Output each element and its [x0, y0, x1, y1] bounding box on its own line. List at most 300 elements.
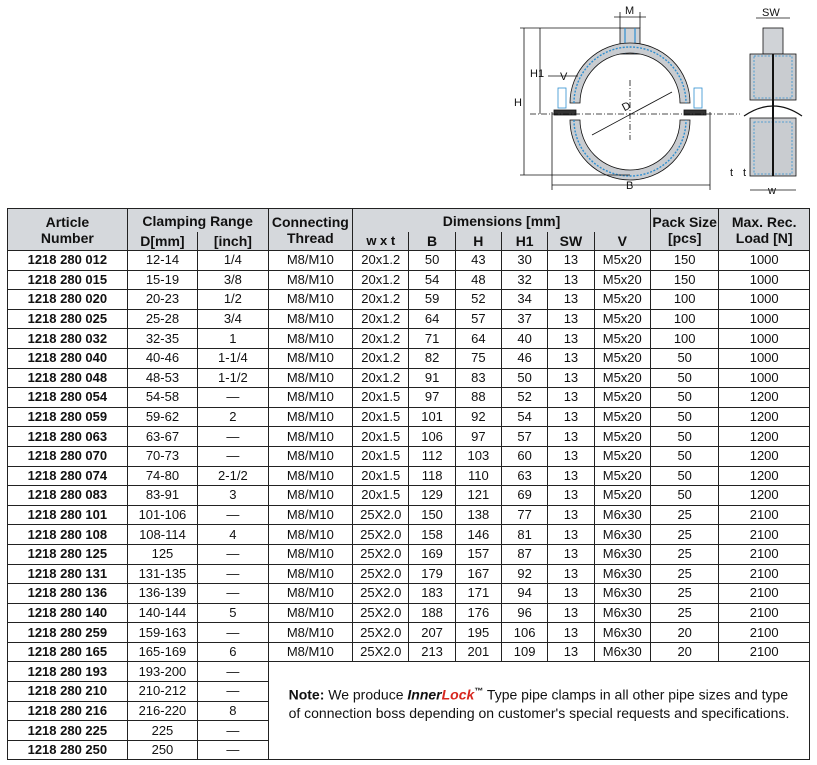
- header-load-line2: Load [N]: [735, 229, 793, 246]
- side-view: [744, 18, 802, 190]
- cell-pack-size: 150: [650, 270, 718, 290]
- cell-dim-H: 138: [455, 505, 501, 525]
- cell-dim-SW: 13: [548, 505, 594, 525]
- cell-connecting-thread: M8/M10: [268, 564, 353, 584]
- cell-w-x-t: 25X2.0: [353, 603, 409, 623]
- cell-max-load: 2100: [719, 564, 810, 584]
- cell-dim-H: 64: [455, 329, 501, 349]
- cell-dim-B: 50: [409, 251, 455, 271]
- cell-dim-SW: 13: [548, 603, 594, 623]
- cell-clamping-mm: 15-19: [127, 270, 197, 290]
- table-row: [8, 662, 810, 682]
- table-row: [8, 642, 810, 662]
- cell-clamping-inch: —: [198, 682, 268, 702]
- label-M: M: [625, 5, 635, 17]
- cell-connecting-thread: M8/M10: [268, 505, 353, 525]
- label-H: H: [514, 97, 522, 109]
- cell-w-x-t: 20x1.2: [353, 309, 409, 329]
- cell-clamping-inch: —: [198, 505, 268, 525]
- cell-max-load: 2100: [719, 544, 810, 564]
- cell-dim-H: 97: [455, 427, 501, 447]
- table-row: [8, 290, 810, 310]
- cell-dim-B: 169: [409, 544, 455, 564]
- cell-dim-H: 92: [455, 407, 501, 427]
- cell-dim-B: 91: [409, 368, 455, 388]
- cell-dim-H1: 57: [502, 427, 548, 447]
- note-text-before: We produce: [324, 687, 408, 704]
- cell-connecting-thread: M8/M10: [268, 603, 353, 623]
- label-SW: SW: [762, 7, 780, 19]
- table-row: [8, 388, 810, 408]
- cell-dim-H1: 30: [502, 251, 548, 271]
- cell-article-number: 1218 280 136: [8, 584, 128, 604]
- cell-dim-V: M5x20: [594, 290, 650, 310]
- cell-w-x-t: 20x1.2: [353, 329, 409, 349]
- cell-article-number: 1218 280 070: [8, 446, 128, 466]
- header-V: V: [594, 232, 650, 251]
- cell-clamping-mm: 140-144: [127, 603, 197, 623]
- cell-w-x-t: 20x1.2: [353, 290, 409, 310]
- cell-dim-SW: 13: [548, 466, 594, 486]
- cell-pack-size: 50: [650, 407, 718, 427]
- cell-w-x-t: 20x1.2: [353, 251, 409, 271]
- cell-article-number: 1218 280 015: [8, 270, 128, 290]
- cell-max-load: 2100: [719, 603, 810, 623]
- cell-dim-B: 82: [409, 348, 455, 368]
- cell-max-load: 1200: [719, 486, 810, 506]
- cell-dim-H1: 109: [502, 642, 548, 662]
- cell-max-load: 1000: [719, 309, 810, 329]
- table-row: [8, 309, 810, 329]
- cell-dim-V: M5x20: [594, 368, 650, 388]
- header-SW: SW: [548, 232, 594, 251]
- cell-dim-B: 150: [409, 505, 455, 525]
- cell-dim-H: 121: [455, 486, 501, 506]
- cell-dim-H1: 96: [502, 603, 548, 623]
- cell-w-x-t: 20x1.5: [353, 407, 409, 427]
- cell-pack-size: 25: [650, 505, 718, 525]
- brand-lock: Lock: [441, 687, 475, 704]
- header-article-line2: Number: [40, 229, 94, 246]
- table-row: [8, 407, 810, 427]
- innerlock-brand: [407, 687, 474, 703]
- cell-pack-size: 100: [650, 329, 718, 349]
- cell-clamping-mm: 70-73: [127, 446, 197, 466]
- cell-pack-size: 20: [650, 623, 718, 643]
- header-d-mm: D[mm]: [127, 232, 197, 251]
- cell-article-number: 1218 280 040: [8, 348, 128, 368]
- cell-dim-H1: 52: [502, 388, 548, 408]
- cell-dim-V: M5x20: [594, 309, 650, 329]
- cell-clamping-inch: —: [198, 544, 268, 564]
- cell-w-x-t: 20x1.5: [353, 427, 409, 447]
- cell-connecting-thread: M8/M10: [268, 348, 353, 368]
- header-thread-line2: Thread: [286, 229, 334, 246]
- cell-connecting-thread: M8/M10: [268, 525, 353, 545]
- cell-clamping-mm: 74-80: [127, 466, 197, 486]
- cell-dim-V: M5x20: [594, 486, 650, 506]
- cell-pack-size: 50: [650, 368, 718, 388]
- table-row: [8, 368, 810, 388]
- cell-article-number: 1218 280 048: [8, 368, 128, 388]
- cell-max-load: 2100: [719, 584, 810, 604]
- cell-connecting-thread: M8/M10: [268, 427, 353, 447]
- cell-dim-B: 183: [409, 584, 455, 604]
- cell-pack-size: 25: [650, 603, 718, 623]
- cell-clamping-inch: 5: [198, 603, 268, 623]
- cell-dim-B: 54: [409, 270, 455, 290]
- cell-w-x-t: 25X2.0: [353, 642, 409, 662]
- label-V: V: [560, 71, 568, 83]
- table-row: [8, 466, 810, 486]
- cell-clamping-inch: 1: [198, 329, 268, 349]
- cell-dim-H: 43: [455, 251, 501, 271]
- header-pack-size: [650, 209, 718, 251]
- cell-dim-SW: 13: [548, 584, 594, 604]
- header-wxt: w x t: [353, 232, 409, 251]
- cell-max-load: 1000: [719, 251, 810, 271]
- cell-max-load: 1200: [719, 427, 810, 447]
- cell-dim-B: 59: [409, 290, 455, 310]
- cell-article-number: 1218 280 083: [8, 486, 128, 506]
- header-H1: H1: [502, 232, 548, 251]
- cell-connecting-thread: M8/M10: [268, 466, 353, 486]
- cell-pack-size: 25: [650, 584, 718, 604]
- cell-dim-B: 97: [409, 388, 455, 408]
- cell-article-number: 1218 280 216: [8, 701, 128, 721]
- cell-max-load: 2100: [719, 623, 810, 643]
- cell-w-x-t: 20x1.2: [353, 348, 409, 368]
- cell-dim-B: 188: [409, 603, 455, 623]
- cell-dim-SW: 13: [548, 525, 594, 545]
- cell-dim-H1: 69: [502, 486, 548, 506]
- cell-clamping-inch: —: [198, 623, 268, 643]
- cell-max-load: 1000: [719, 329, 810, 349]
- cell-article-number: 1218 280 012: [8, 251, 128, 271]
- table-body: [8, 251, 810, 760]
- cell-clamping-mm: 83-91: [127, 486, 197, 506]
- header-load-line1: Max. Rec.: [731, 213, 797, 230]
- cell-w-x-t: 20x1.5: [353, 388, 409, 408]
- cell-clamping-mm: 210-212: [127, 682, 197, 702]
- cell-dim-V: M6x30: [594, 584, 650, 604]
- table-row: [8, 564, 810, 584]
- cell-dim-H1: 94: [502, 584, 548, 604]
- cell-clamping-inch: —: [198, 564, 268, 584]
- table-row: [8, 427, 810, 447]
- cell-dim-B: 129: [409, 486, 455, 506]
- header-H: H: [455, 232, 501, 251]
- cell-connecting-thread: M8/M10: [268, 407, 353, 427]
- cell-clamping-mm: 165-169: [127, 642, 197, 662]
- cell-pack-size: 50: [650, 348, 718, 368]
- cell-article-number: 1218 280 250: [8, 740, 128, 760]
- label-B: B: [626, 180, 634, 192]
- cell-dim-SW: 13: [548, 368, 594, 388]
- label-t: t: [730, 167, 734, 179]
- cell-w-x-t: 25X2.0: [353, 505, 409, 525]
- cell-w-x-t: 20x1.5: [353, 446, 409, 466]
- cell-clamping-mm: 48-53: [127, 368, 197, 388]
- note-label: Note:: [288, 687, 325, 704]
- table-header: [8, 209, 810, 251]
- header-article-line1: Article: [45, 213, 90, 230]
- cell-clamping-inch: —: [198, 721, 268, 741]
- cell-w-x-t: 25X2.0: [353, 525, 409, 545]
- cell-clamping-inch: 1-1/4: [198, 348, 268, 368]
- cell-clamping-inch: 3/8: [198, 270, 268, 290]
- cell-article-number: 1218 280 032: [8, 329, 128, 349]
- cell-clamping-mm: 108-114: [127, 525, 197, 545]
- cell-dim-H1: 87: [502, 544, 548, 564]
- cell-dim-V: M6x30: [594, 564, 650, 584]
- cell-w-x-t: 25X2.0: [353, 564, 409, 584]
- cell-connecting-thread: M8/M10: [268, 388, 353, 408]
- cell-w-x-t: 20x1.2: [353, 270, 409, 290]
- cell-clamping-inch: 2: [198, 407, 268, 427]
- cell-dim-H: 167: [455, 564, 501, 584]
- cell-dim-H: 57: [455, 309, 501, 329]
- cell-dim-SW: 13: [548, 544, 594, 564]
- cell-connecting-thread: M8/M10: [268, 642, 353, 662]
- cell-dim-H1: 37: [502, 309, 548, 329]
- cell-max-load: 1000: [719, 270, 810, 290]
- cell-dim-H: 195: [455, 623, 501, 643]
- cell-clamping-mm: 250: [127, 740, 197, 760]
- cell-w-x-t: 20x1.2: [353, 368, 409, 388]
- cell-clamping-inch: 3: [198, 486, 268, 506]
- table-row: [8, 251, 810, 271]
- cell-article-number: 1218 280 063: [8, 427, 128, 447]
- cell-dim-H1: 63: [502, 466, 548, 486]
- cell-dim-H1: 81: [502, 525, 548, 545]
- cell-clamping-inch: —: [198, 740, 268, 760]
- cell-clamping-mm: 12-14: [127, 251, 197, 271]
- cell-dim-B: 213: [409, 642, 455, 662]
- cell-dim-H1: 54: [502, 407, 548, 427]
- cell-clamping-inch: 8: [198, 701, 268, 721]
- cell-article-number: 1218 280 054: [8, 388, 128, 408]
- pipe-clamp-drawing: [510, 0, 817, 205]
- header-connecting-thread: [268, 209, 353, 251]
- table-row: [8, 623, 810, 643]
- cell-clamping-inch: —: [198, 662, 268, 682]
- cell-article-number: 1218 280 140: [8, 603, 128, 623]
- cell-pack-size: 25: [650, 564, 718, 584]
- cell-dim-V: M5x20: [594, 348, 650, 368]
- cell-connecting-thread: M8/M10: [268, 329, 353, 349]
- cell-max-load: 1200: [719, 388, 810, 408]
- cell-dim-SW: 13: [548, 251, 594, 271]
- table-row: [8, 584, 810, 604]
- cell-pack-size: 50: [650, 388, 718, 408]
- note-text-after: Type pipe clamps in all other pipe sizes and type of connection boss depending on customer's special requests and specifications.: [288, 687, 790, 722]
- cell-article-number: 1218 280 025: [8, 309, 128, 329]
- header-article-number: [8, 209, 128, 251]
- cell-dim-V: M5x20: [594, 466, 650, 486]
- cell-dim-SW: 13: [548, 642, 594, 662]
- cell-max-load: 1200: [719, 407, 810, 427]
- cell-dim-V: M5x20: [594, 251, 650, 271]
- cell-pack-size: 50: [650, 486, 718, 506]
- cell-dim-V: M5x20: [594, 427, 650, 447]
- cell-clamping-inch: —: [198, 584, 268, 604]
- cell-clamping-inch: 3/4: [198, 309, 268, 329]
- cell-dim-H: 146: [455, 525, 501, 545]
- cell-dim-SW: 13: [548, 564, 594, 584]
- cell-connecting-thread: M8/M10: [268, 584, 353, 604]
- cell-w-x-t: 20x1.5: [353, 486, 409, 506]
- cell-article-number: 1218 280 165: [8, 642, 128, 662]
- cell-clamping-mm: 59-62: [127, 407, 197, 427]
- table-row: [8, 270, 810, 290]
- cell-dim-H: 103: [455, 446, 501, 466]
- table-row: [8, 348, 810, 368]
- cell-dim-SW: 13: [548, 329, 594, 349]
- cell-dim-SW: 13: [548, 348, 594, 368]
- cell-dim-V: M5x20: [594, 407, 650, 427]
- cell-dim-H1: 92: [502, 564, 548, 584]
- cell-max-load: 1000: [719, 290, 810, 310]
- cell-dim-SW: 13: [548, 270, 594, 290]
- cell-dim-SW: 13: [548, 486, 594, 506]
- cell-connecting-thread: M8/M10: [268, 309, 353, 329]
- cell-article-number: 1218 280 074: [8, 466, 128, 486]
- label-D: D: [620, 99, 633, 115]
- cell-dim-V: M5x20: [594, 388, 650, 408]
- cell-pack-size: 100: [650, 290, 718, 310]
- cell-w-x-t: 25X2.0: [353, 544, 409, 564]
- cell-max-load: 1000: [719, 368, 810, 388]
- cell-clamping-inch: —: [198, 446, 268, 466]
- table-row: [8, 329, 810, 349]
- cell-dim-H1: 60: [502, 446, 548, 466]
- cell-w-x-t: 25X2.0: [353, 623, 409, 643]
- cell-clamping-mm: 193-200: [127, 662, 197, 682]
- cell-connecting-thread: M8/M10: [268, 290, 353, 310]
- cell-clamping-mm: 159-163: [127, 623, 197, 643]
- cell-pack-size: 25: [650, 544, 718, 564]
- cell-w-x-t: 20x1.5: [353, 466, 409, 486]
- cell-dim-V: M5x20: [594, 446, 650, 466]
- spec-table: [7, 208, 810, 760]
- cell-pack-size: 50: [650, 466, 718, 486]
- cell-article-number: 1218 280 059: [8, 407, 128, 427]
- cell-article-number: 1218 280 131: [8, 564, 128, 584]
- cell-dim-H: 110: [455, 466, 501, 486]
- table-row: [8, 486, 810, 506]
- cell-connecting-thread: M8/M10: [268, 446, 353, 466]
- cell-dim-H: 83: [455, 368, 501, 388]
- cell-dim-H1: 34: [502, 290, 548, 310]
- cell-pack-size: 50: [650, 427, 718, 447]
- cell-dim-V: M5x20: [594, 270, 650, 290]
- cell-max-load: 2100: [719, 642, 810, 662]
- cell-clamping-mm: 101-106: [127, 505, 197, 525]
- cell-dim-B: 64: [409, 309, 455, 329]
- cell-dim-B: 101: [409, 407, 455, 427]
- cell-max-load: 1000: [719, 348, 810, 368]
- cell-clamping-inch: 1/2: [198, 290, 268, 310]
- table-row: [8, 544, 810, 564]
- header-clamping-range: Clamping Range: [127, 209, 268, 233]
- cell-dim-SW: 13: [548, 309, 594, 329]
- cell-dim-SW: 13: [548, 623, 594, 643]
- cell-connecting-thread: M8/M10: [268, 270, 353, 290]
- cell-clamping-mm: 125: [127, 544, 197, 564]
- front-view: [520, 12, 740, 190]
- label-w: w: [768, 185, 776, 197]
- cell-dim-H: 201: [455, 642, 501, 662]
- cell-clamping-mm: 20-23: [127, 290, 197, 310]
- cell-clamping-inch: 1/4: [198, 251, 268, 271]
- cell-clamping-mm: 63-67: [127, 427, 197, 447]
- cell-article-number: 1218 280 225: [8, 721, 128, 741]
- cell-article-number: 1218 280 108: [8, 525, 128, 545]
- header-pack-line1: Pack Size: [652, 213, 717, 230]
- cell-clamping-inch: 4: [198, 525, 268, 545]
- cell-dim-B: 112: [409, 446, 455, 466]
- cell-dim-B: 71: [409, 329, 455, 349]
- header-pack-line2: [pcs]: [667, 229, 702, 246]
- cell-pack-size: 100: [650, 309, 718, 329]
- cell-dim-SW: 13: [548, 427, 594, 447]
- cell-pack-size: 25: [650, 525, 718, 545]
- cell-dim-H1: 106: [502, 623, 548, 643]
- cell-dim-V: M6x30: [594, 525, 650, 545]
- cell-clamping-mm: 131-135: [127, 564, 197, 584]
- cell-dim-SW: 13: [548, 446, 594, 466]
- cell-dim-B: 106: [409, 427, 455, 447]
- cell-pack-size: 150: [650, 251, 718, 271]
- cell-dim-H1: 46: [502, 348, 548, 368]
- cell-clamping-mm: 25-28: [127, 309, 197, 329]
- cell-dim-V: M6x30: [594, 603, 650, 623]
- cell-dim-H: 75: [455, 348, 501, 368]
- cell-pack-size: 50: [650, 446, 718, 466]
- cell-max-load: 2100: [719, 525, 810, 545]
- cell-dim-SW: 13: [548, 407, 594, 427]
- cell-connecting-thread: M8/M10: [268, 368, 353, 388]
- note-box: [268, 662, 809, 760]
- cell-clamping-mm: 40-46: [127, 348, 197, 368]
- cell-dim-H1: 77: [502, 505, 548, 525]
- cell-connecting-thread: M8/M10: [268, 544, 353, 564]
- header-inch: [inch]: [198, 232, 268, 251]
- cell-dim-H: 48: [455, 270, 501, 290]
- cell-dim-SW: 13: [548, 290, 594, 310]
- cell-dim-H1: 40: [502, 329, 548, 349]
- cell-dim-V: M6x30: [594, 623, 650, 643]
- cell-dim-B: 207: [409, 623, 455, 643]
- cell-max-load: 2100: [719, 505, 810, 525]
- cell-dim-V: M6x30: [594, 642, 650, 662]
- cell-dim-V: M5x20: [594, 329, 650, 349]
- cell-dim-H: 52: [455, 290, 501, 310]
- cell-dim-H1: 32: [502, 270, 548, 290]
- cell-clamping-inch: —: [198, 388, 268, 408]
- cell-dim-B: 158: [409, 525, 455, 545]
- table-row: [8, 505, 810, 525]
- cell-dim-H: 157: [455, 544, 501, 564]
- cell-max-load: 1200: [719, 446, 810, 466]
- cell-dim-B: 118: [409, 466, 455, 486]
- cell-clamping-mm: 54-58: [127, 388, 197, 408]
- cell-dim-H: 171: [455, 584, 501, 604]
- trademark-symbol: ™: [474, 686, 484, 697]
- table-row: [8, 525, 810, 545]
- cell-dim-SW: 13: [548, 388, 594, 408]
